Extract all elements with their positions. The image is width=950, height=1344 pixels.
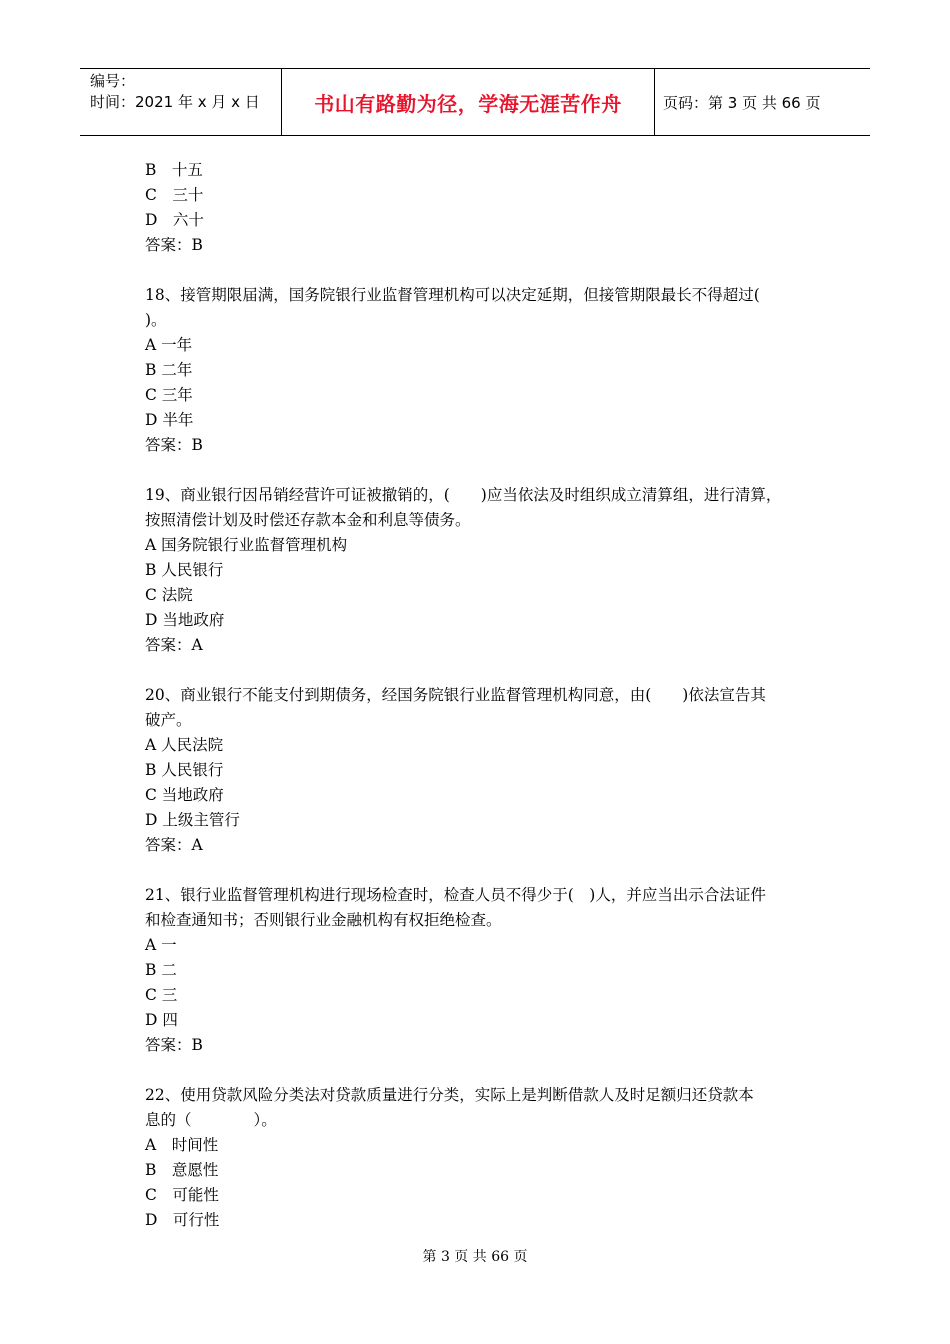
time-label: 时间：2021 年 x 月 x 日 xyxy=(90,93,260,111)
option: D 六十 xyxy=(145,211,204,229)
motto: 书山有路勤为径，学海无涯苦作舟 xyxy=(314,91,622,116)
option: A 一年 xyxy=(145,336,193,354)
document-body xyxy=(145,158,825,1233)
option: B 十五 xyxy=(145,161,203,179)
question-text: )。 xyxy=(145,311,167,329)
question-21 xyxy=(145,883,825,1058)
option: A 国务院银行业监督管理机构 xyxy=(145,536,348,554)
question-text: 18、接管期限届满，国务院银行业监督管理机构可以决定延期，但接管期限最长不得超过( xyxy=(145,286,760,304)
question-text: 破产。 xyxy=(145,711,192,729)
option: B 人民银行 xyxy=(145,761,224,779)
question-19 xyxy=(145,483,825,658)
question-18 xyxy=(145,283,825,458)
option: C 三年 xyxy=(145,386,193,404)
page-footer: 第 3 页 共 66 页 xyxy=(422,1249,528,1265)
option: B 意愿性 xyxy=(145,1161,219,1179)
header-motto-cell xyxy=(282,69,655,135)
question-text: 22、使用贷款风险分类法对贷款质量进行分类，实际上是判断借款人及时足额归还贷款本 xyxy=(145,1086,754,1104)
page-header xyxy=(80,68,870,136)
question-text: 和检查通知书；否则银行业金融机构有权拒绝检查。 xyxy=(145,911,502,929)
option: D 上级主管行 xyxy=(145,811,240,829)
header-page-cell xyxy=(655,69,870,135)
question-22 xyxy=(145,1083,825,1233)
code-label: 编号： xyxy=(90,72,136,90)
question-20 xyxy=(145,683,825,858)
answer: 答案：B xyxy=(145,1036,203,1054)
question-text: 20、商业银行不能支付到期债务，经国务院银行业监督管理机构同意，由( )依法宣告其 xyxy=(145,686,766,704)
answer: 答案：A xyxy=(145,636,203,654)
option: B 二 xyxy=(145,961,177,979)
option: D 四 xyxy=(145,1011,178,1029)
question-17-tail xyxy=(145,158,825,258)
option: D 可行性 xyxy=(145,1211,220,1229)
answer: 答案：A xyxy=(145,836,203,854)
question-text: 按照清偿计划及时偿还存款本金和利息等债务。 xyxy=(145,511,471,529)
question-text: 21、银行业监督管理机构进行现场检查时，检查人员不得少于( )人，并应当出示合法证件 xyxy=(145,886,766,904)
option: A 人民法院 xyxy=(145,736,224,754)
option: A 一 xyxy=(145,936,177,954)
answer: 答案：B xyxy=(145,236,203,254)
answer: 答案：B xyxy=(145,436,203,454)
option: B 人民银行 xyxy=(145,561,224,579)
option: B 二年 xyxy=(145,361,193,379)
option: C 当地政府 xyxy=(145,786,224,804)
option: D 半年 xyxy=(145,411,194,429)
question-text: 19、商业银行因吊销经营许可证被撤销的，( )应当依法及时组织成立清算组，进行清算， xyxy=(145,486,782,504)
option: A 时间性 xyxy=(145,1136,219,1154)
option: C 可能性 xyxy=(145,1186,219,1204)
option: D 当地政府 xyxy=(145,611,225,629)
option: C 三十 xyxy=(145,186,204,204)
option: C 法院 xyxy=(145,586,193,604)
question-text: 息的（ ）。 xyxy=(145,1111,277,1129)
header-info-cell xyxy=(80,69,282,135)
header-page-info: 页码：第 3 页 共 66 页 xyxy=(663,93,821,112)
option: C 三 xyxy=(145,986,178,1004)
